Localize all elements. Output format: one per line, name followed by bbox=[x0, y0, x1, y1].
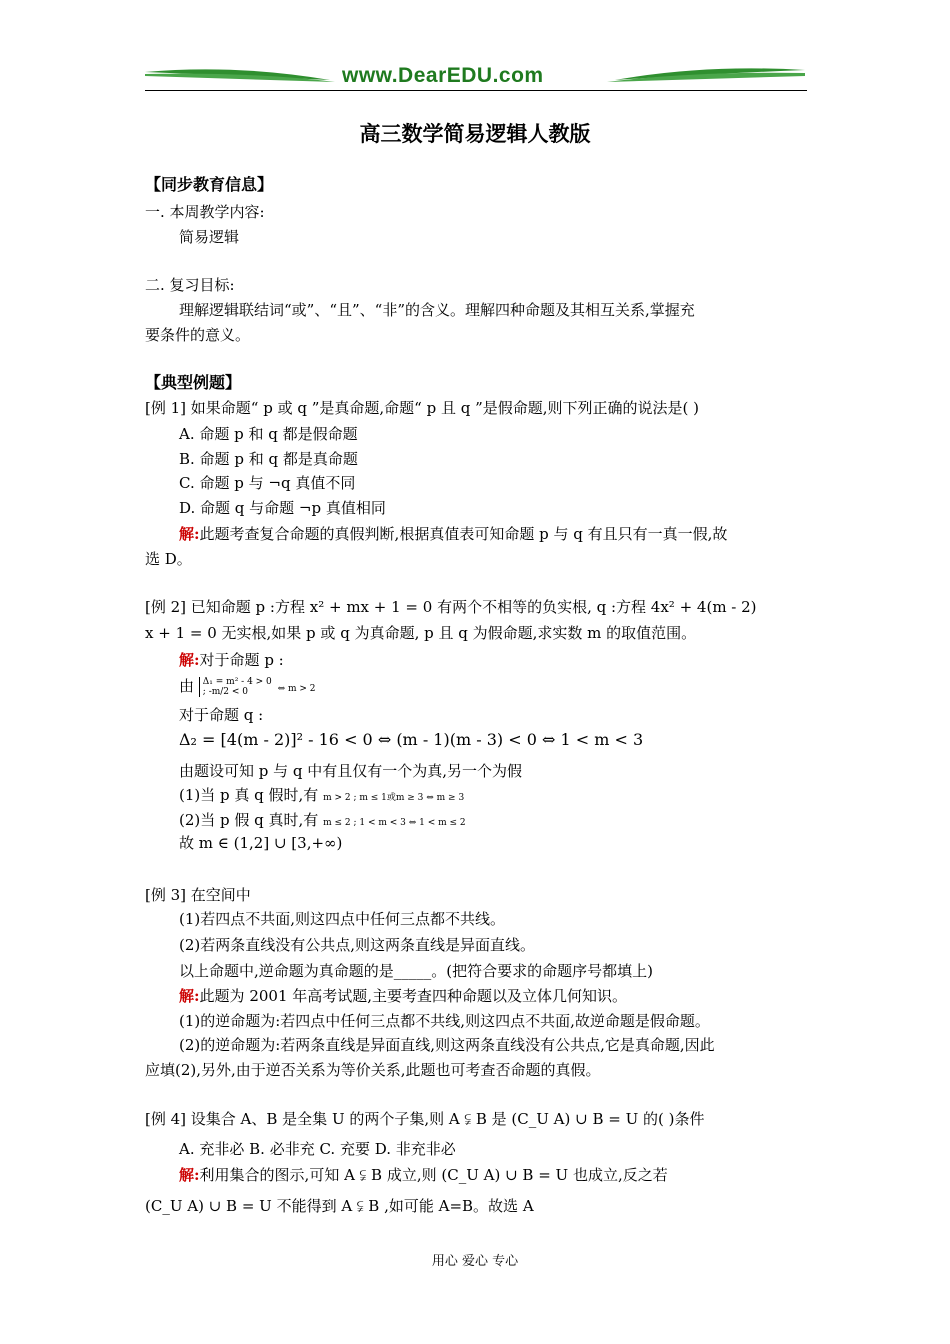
section-examples-heading: 【典型例题】 bbox=[145, 373, 242, 392]
solution-label: 解: bbox=[179, 525, 200, 543]
options-line: A. 充非必 B. 必非充 C. 充要 D. 非充非必 bbox=[179, 1140, 456, 1158]
solution-line bbox=[179, 1166, 668, 1184]
solution-text: 此题考查复合命题的真假判断,根据真值表可知命题 p 与 q 有且只有一真一假,故 bbox=[199, 525, 728, 543]
solution-line: 选 D。 bbox=[145, 550, 192, 568]
example-2-question-cont: x + 1 = 0 无实根,如果 p 或 q 为真命题, p 且 q 为假命题,求实数 m 的取值范围。 bbox=[145, 624, 697, 642]
solution-line: (2)的逆命题为:若两条直线是异面直线,则这两条直线没有公共点,它是真命题,因此 bbox=[179, 1036, 715, 1054]
solution-line: 对于命题 q : bbox=[179, 706, 264, 724]
line: 二. 复习目标: bbox=[145, 276, 235, 294]
inequality-system: m ≤ 2 ; 1 < m < 3 ⇔ 1 < m ≤ 2 bbox=[323, 818, 466, 828]
line: 以上命题中,逆命题为真命题的是_____。(把符合要求的命题序号都填上) bbox=[179, 962, 653, 980]
example-4-question: [例 4] 设集合 A、B 是全集 U 的两个子集,则 A ⫋ B 是 (C_U A) ∪ B = U 的( )条件 bbox=[145, 1110, 705, 1128]
line: 要条件的意义。 bbox=[145, 326, 251, 344]
option-b: B. 命题 p 和 q 都是真命题 bbox=[179, 450, 358, 468]
example-1-question: [例 1] 如果命题“ p 或 q ”是真命题,命题“ p 且 q ”是假命题,则下列正确的说法是( ) bbox=[145, 399, 700, 417]
page-footer: 用心 爱心 专心 bbox=[431, 1254, 519, 1269]
line: 简易逻辑 bbox=[179, 228, 240, 246]
solution-line bbox=[179, 651, 284, 669]
inequality-system: m > 2 ; m ≤ 1或m ≥ 3 ⇔ m ≥ 3 bbox=[323, 793, 465, 803]
line: (2)若两条直线没有公共点,则这两条直线是异面直线。 bbox=[179, 936, 536, 954]
text: 由 bbox=[179, 677, 195, 695]
solution-text: 此题为 2001 年高考试题,主要考查四种命题以及立体几何知识。 bbox=[199, 987, 628, 1005]
line: 一. 本周教学内容: bbox=[145, 203, 265, 221]
solution-label: 解: bbox=[179, 1166, 200, 1184]
solution-line: (C_U A) ∪ B = U 不能得到 A ⫋ B ,如可能 A=B。故选 A bbox=[145, 1197, 534, 1215]
solution-line bbox=[179, 677, 316, 697]
solution-line: (1)的逆命题为:若四点中任何三点都不共线,则这四点不共面,故逆命题是假命题。 bbox=[179, 1012, 710, 1030]
example-3-question: [例 3] 在空间中 bbox=[145, 886, 251, 904]
line: 理解逻辑联结词“或”、“且”、“非”的含义。理解四种命题及其相互关系,掌握充 bbox=[179, 301, 695, 319]
example-2-question: [例 2] 已知命题 p :方程 x² + mx + 1 = 0 有两个不相等的负实根, q :方程 4x² + 4(m - 2) bbox=[145, 598, 757, 616]
site-logo[interactable]: www.DearEDU.com bbox=[342, 64, 544, 87]
option-a: A. 命题 p 和 q 都是假命题 bbox=[179, 425, 358, 443]
solution-line bbox=[179, 786, 464, 804]
solution-text: 对于命题 p : bbox=[199, 651, 284, 669]
solution-line: 由题设可知 p 与 q 中有且仅有一个为真,另一个为假 bbox=[179, 762, 523, 780]
solution-line: 应填(2),另外,由于逆否关系为等价关系,此题也可考查否命题的真假。 bbox=[145, 1061, 601, 1079]
inequality-system: Δ₁ = m² - 4 > 0 ; -m/2 < 0 bbox=[199, 677, 273, 697]
solution-label: 解: bbox=[179, 987, 200, 1005]
header-divider bbox=[145, 90, 807, 91]
solution-line bbox=[179, 525, 727, 543]
solution-line bbox=[179, 811, 466, 829]
formula: Δ₂ = [4(m - 2)]² - 16 < 0 ⇔ (m - 1)(m - 3) < 0 ⇔ 1 < m < 3 bbox=[179, 730, 644, 749]
text: (1)当 p 真 q 假时,有 bbox=[179, 786, 319, 804]
page-title: 高三数学简易逻辑人教版 bbox=[359, 121, 591, 146]
solution-text: 利用集合的图示,可知 A ⫋ B 成立,则 (C_U A) ∪ B = U 也成立,反之若 bbox=[199, 1166, 668, 1184]
solution-line bbox=[179, 987, 627, 1005]
line: (1)若四点不共面,则这四点中任何三点都不共线。 bbox=[179, 910, 506, 928]
inequality-result: ⇔ m > 2 bbox=[277, 684, 316, 694]
solution-line: 故 m ∈ (1,2] ∪ [3,+∞) bbox=[179, 834, 343, 852]
solution-label: 解: bbox=[179, 651, 200, 669]
option-c: C. 命题 p 与 ¬q 真值不同 bbox=[179, 474, 356, 492]
text: (2)当 p 假 q 真时,有 bbox=[179, 811, 319, 829]
option-d: D. 命题 q 与命题 ¬p 真值相同 bbox=[179, 499, 386, 517]
section-info-heading: 【同步教育信息】 bbox=[145, 175, 274, 194]
